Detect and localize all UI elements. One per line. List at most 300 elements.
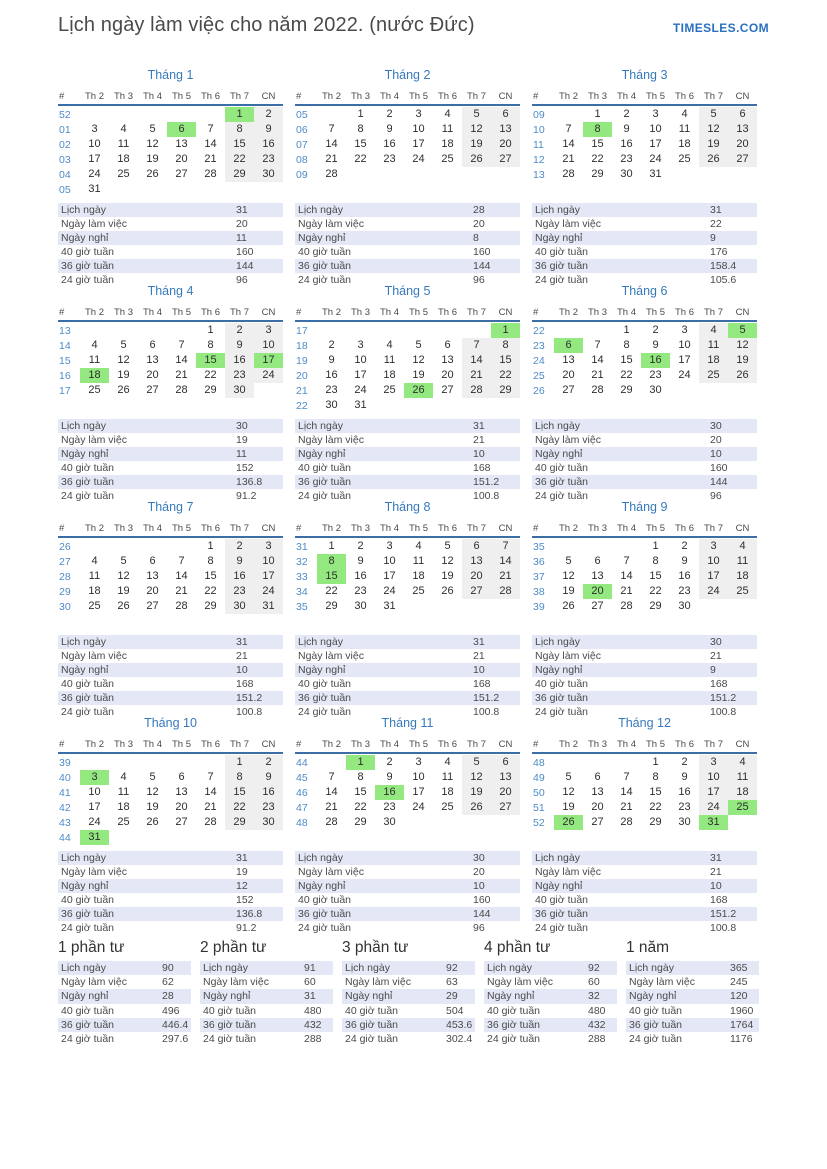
stats-label: Lịch ngày: [298, 204, 343, 216]
weekday-header: CN: [498, 307, 513, 318]
calendar-week-row: [532, 584, 757, 599]
day-cell: [433, 398, 462, 413]
weekday-header: CN: [261, 523, 276, 534]
week-column-header: #: [296, 523, 302, 534]
stats-row: [532, 893, 757, 907]
stats-value: 365: [730, 962, 748, 975]
weekday-header: Th 6: [674, 91, 694, 102]
stats-label: 40 giờ tuần: [203, 1004, 257, 1017]
month-block: [532, 284, 757, 500]
weekday-header: Th 4: [379, 739, 399, 750]
week-number: 09: [296, 168, 308, 181]
stats-value: 152: [236, 894, 254, 906]
stats-value: 30: [710, 636, 722, 648]
day-cell: 25: [441, 153, 454, 165]
day-cell: [699, 167, 728, 182]
month-block: [295, 500, 520, 716]
day-cell: 18: [117, 153, 130, 165]
day-cell: 3: [652, 108, 659, 120]
day-cell: 21: [620, 585, 633, 597]
weekend-day-cell: 8: [225, 770, 254, 785]
summaries-grid: [58, 938, 759, 1046]
day-cell: 24: [412, 153, 425, 165]
day-cell: [462, 167, 491, 182]
stats-label: Lịch ngày: [298, 636, 343, 648]
day-cell: 3: [357, 339, 364, 351]
calendar-week-row: [58, 137, 283, 152]
day-cell: 1: [594, 108, 601, 120]
day-cell: 11: [678, 123, 691, 135]
stats-label: Ngày làm việc: [61, 866, 127, 878]
calendar-week-row: [58, 554, 283, 569]
week-number: 29: [59, 585, 71, 598]
stats-value: 30: [710, 420, 722, 432]
stats-value: 30: [236, 420, 248, 432]
stats-value: 96: [710, 490, 722, 502]
weekend-day-cell: 21: [491, 569, 520, 584]
stats-row: [295, 691, 520, 705]
weekend-day-cell: 6: [728, 107, 757, 122]
day-cell: [404, 599, 433, 614]
stats-label: 40 giờ tuần: [487, 1004, 541, 1017]
month-title: Tháng 6: [621, 284, 668, 298]
stats-value: 20: [236, 218, 248, 230]
weekday-header: Th 5: [171, 91, 191, 102]
day-cell: 4: [444, 756, 451, 768]
stats-label: Lịch ngày: [61, 204, 106, 216]
weekend-day-cell: 29: [225, 167, 254, 182]
day-cell: [491, 599, 520, 614]
stats-value: 63: [446, 976, 458, 989]
day-cell: [138, 755, 167, 770]
stats-row: [58, 649, 283, 663]
stats-row: [295, 419, 520, 433]
stats-label: Ngày nghỉ: [61, 448, 109, 460]
week-number: 45: [296, 771, 308, 784]
week-number: 18: [296, 339, 308, 352]
calendar-week-row: [532, 383, 757, 398]
stats-value: 96: [473, 274, 485, 286]
summary-stats-row: [58, 1032, 191, 1046]
week-column-header: #: [533, 523, 539, 534]
week-number: 41: [59, 786, 71, 799]
day-cell: 20: [175, 801, 188, 813]
weekend-day-cell: 9: [254, 770, 283, 785]
weekend-day-cell: 9: [225, 554, 254, 569]
day-cell: 7: [207, 123, 214, 135]
weekend-day-cell: 23: [225, 368, 254, 383]
stats-label: 36 giờ tuần: [203, 1018, 257, 1031]
week-number: 39: [59, 756, 71, 769]
day-cell: [138, 539, 167, 554]
weekday-header: Th 2: [321, 523, 341, 534]
day-cell: 10: [412, 123, 425, 135]
day-cell: [317, 107, 346, 122]
stats-label: Ngày làm việc: [535, 218, 601, 230]
week-number: 01: [59, 123, 71, 136]
month-block: [295, 68, 520, 284]
day-cell: 22: [620, 369, 633, 381]
day-cell: [583, 539, 612, 554]
weekend-day-cell: 31: [254, 599, 283, 614]
weekday-header: CN: [498, 523, 513, 534]
weekend-day-cell: 30: [225, 599, 254, 614]
day-cell: 7: [328, 123, 335, 135]
month-stats-table: [532, 203, 757, 287]
holiday-day-cell: 1: [225, 107, 254, 122]
calendar-week-row: [532, 353, 757, 368]
timesles-logo[interactable]: TIMESLES.COM: [672, 21, 769, 35]
day-cell: 8: [652, 771, 659, 783]
week-number: 04: [59, 168, 71, 181]
calendar-week-row: [532, 770, 757, 785]
day-cell: 1: [652, 540, 659, 552]
stats-label: Lịch ngày: [535, 636, 580, 648]
stats-row: [532, 245, 757, 259]
day-cell: 17: [354, 369, 367, 381]
week-number: 17: [296, 324, 308, 337]
summary-block: [484, 938, 617, 1046]
stats-value: 30: [473, 852, 485, 864]
holiday-day-cell: 15: [196, 353, 225, 368]
calendar-week-row: [532, 554, 757, 569]
calendar-week-row: [58, 539, 283, 554]
day-cell: 10: [88, 138, 101, 150]
stats-value: 100.8: [236, 706, 263, 718]
weekend-day-cell: 23: [254, 152, 283, 167]
day-cell: [462, 398, 491, 413]
weekday-header: Th 5: [171, 523, 191, 534]
stats-value: 21: [710, 650, 722, 662]
summary-block: [200, 938, 333, 1046]
stats-label: 24 giờ tuần: [61, 706, 115, 718]
day-cell: 28: [204, 168, 217, 180]
stats-label: 36 giờ tuần: [298, 476, 352, 488]
stats-row: [532, 907, 757, 921]
day-cell: 20: [591, 801, 604, 813]
day-cell: [254, 182, 283, 197]
day-cell: 21: [204, 801, 217, 813]
summary-stats-row: [626, 989, 759, 1003]
calendar-week-row: [295, 569, 520, 584]
stats-value: 100.8: [473, 490, 500, 502]
day-cell: 29: [354, 816, 367, 828]
calendar-header-row: [295, 305, 520, 322]
day-cell: 19: [117, 369, 130, 381]
stats-label: 36 giờ tuần: [535, 260, 589, 272]
day-cell: 9: [681, 555, 688, 567]
day-cell: 20: [175, 153, 188, 165]
stats-value: 21: [710, 866, 722, 878]
calendar-week-row: [58, 800, 283, 815]
weekday-header: Th 4: [142, 523, 162, 534]
holiday-day-cell: 26: [554, 815, 583, 830]
stats-label: Lịch ngày: [298, 852, 343, 864]
stats-row: [58, 879, 283, 893]
week-number: 10: [533, 123, 545, 136]
stats-label: 36 giờ tuần: [298, 692, 352, 704]
stats-row: [295, 649, 520, 663]
week-number: 40: [59, 771, 71, 784]
weekend-day-cell: 16: [225, 569, 254, 584]
stats-value: 297.6: [162, 1033, 189, 1046]
stats-row: [532, 259, 757, 273]
day-cell: [346, 167, 375, 182]
stats-row: [58, 419, 283, 433]
day-cell: 10: [383, 555, 396, 567]
stats-label: 36 giờ tuần: [535, 476, 589, 488]
day-cell: [138, 107, 167, 122]
day-cell: [138, 830, 167, 845]
weekend-day-cell: 17: [254, 569, 283, 584]
weekend-day-cell: 14: [491, 554, 520, 569]
day-cell: 28: [325, 168, 338, 180]
day-cell: [80, 107, 109, 122]
weekend-day-cell: 13: [728, 122, 757, 137]
stats-row: [295, 259, 520, 273]
stats-value: 302.4: [446, 1033, 473, 1046]
day-cell: 28: [325, 816, 338, 828]
day-cell: 22: [649, 801, 662, 813]
day-cell: 23: [383, 153, 396, 165]
day-cell: 14: [325, 786, 338, 798]
stats-label: 24 giờ tuần: [487, 1033, 541, 1046]
stats-label: 24 giờ tuần: [535, 274, 589, 286]
day-cell: 8: [207, 339, 214, 351]
calendar-weeks: [58, 107, 283, 197]
weekend-day-cell: 22: [225, 800, 254, 815]
stats-label: 40 giờ tuần: [629, 1004, 683, 1017]
stats-value: 21: [473, 434, 485, 446]
summary-title: 1 năm: [626, 939, 670, 956]
weekday-header: Th 2: [84, 307, 104, 318]
summary-stats-row: [58, 961, 191, 975]
day-cell: 5: [565, 771, 572, 783]
stats-value: 168: [473, 678, 491, 690]
summary-title: 3 phần tư: [342, 939, 409, 956]
day-cell: 6: [594, 555, 601, 567]
calendar-week-row: [532, 800, 757, 815]
calendar-week-row: [295, 398, 520, 413]
day-cell: 12: [146, 138, 159, 150]
day-cell: 21: [204, 153, 217, 165]
stats-label: Ngày làm việc: [298, 434, 364, 446]
weekend-day-cell: 16: [254, 785, 283, 800]
stats-row: [58, 663, 283, 677]
day-cell: 18: [88, 585, 101, 597]
week-number: 44: [59, 831, 71, 844]
stats-value: 144: [473, 908, 491, 920]
day-cell: 10: [354, 354, 367, 366]
summary-stats-row: [58, 975, 191, 989]
week-number: 23: [533, 339, 545, 352]
day-cell: [554, 755, 583, 770]
weekend-day-cell: 27: [462, 584, 491, 599]
stats-row: [295, 461, 520, 475]
month-block: [532, 68, 757, 284]
day-cell: 29: [591, 168, 604, 180]
weekday-header: Th 2: [84, 739, 104, 750]
day-cell: 14: [325, 138, 338, 150]
day-cell: 7: [565, 123, 572, 135]
day-cell: [728, 599, 757, 614]
calendar-header-row: [58, 89, 283, 106]
day-cell: [109, 323, 138, 338]
month-block: [58, 68, 283, 284]
stats-value: 10: [473, 664, 485, 676]
stats-label: 24 giờ tuần: [535, 922, 589, 934]
day-cell: 15: [354, 138, 367, 150]
day-cell: 7: [623, 771, 630, 783]
stats-value: 12: [236, 880, 248, 892]
summary-stats-row: [342, 961, 475, 975]
calendar-header-row: [532, 737, 757, 754]
stats-row: [58, 691, 283, 705]
day-cell: 15: [204, 570, 217, 582]
weekday-header: Th 6: [200, 523, 220, 534]
stats-value: 136.8: [236, 476, 263, 488]
stats-row: [58, 217, 283, 231]
day-cell: 1: [207, 540, 214, 552]
summary-title: 4 phần tư: [484, 939, 551, 956]
stats-label: 40 giờ tuần: [61, 678, 115, 690]
weekday-header: Th 6: [437, 307, 457, 318]
day-cell: 8: [207, 555, 214, 567]
holiday-day-cell: 1: [346, 755, 375, 770]
weekend-day-cell: 24: [254, 368, 283, 383]
weekday-header: Th 2: [321, 91, 341, 102]
day-cell: 9: [328, 354, 335, 366]
day-cell: 25: [117, 168, 130, 180]
stats-value: 105.6: [710, 274, 737, 286]
week-number: 43: [59, 816, 71, 829]
day-cell: 4: [681, 108, 688, 120]
stats-value: 151.2: [236, 692, 263, 704]
stats-row: [532, 663, 757, 677]
week-number: 06: [296, 123, 308, 136]
weekday-header: Th 7: [466, 523, 486, 534]
calendar-week-row: [532, 152, 757, 167]
weekday-header: Th 5: [408, 307, 428, 318]
summary-stats-row: [200, 1004, 333, 1018]
day-cell: 17: [88, 801, 101, 813]
day-cell: 7: [594, 339, 601, 351]
stats-value: 168: [236, 678, 254, 690]
weekend-day-cell: 4: [728, 755, 757, 770]
summary-stats-row: [342, 1018, 475, 1032]
stats-row: [58, 245, 283, 259]
day-cell: 26: [562, 600, 575, 612]
weekend-day-cell: 11: [728, 770, 757, 785]
weekday-header: Th 6: [200, 307, 220, 318]
stats-value: 168: [710, 894, 728, 906]
stats-value: 10: [236, 664, 248, 676]
weekend-day-cell: 20: [491, 785, 520, 800]
week-number: 28: [59, 570, 71, 583]
stats-value: 100.8: [710, 706, 737, 718]
week-number: 13: [533, 168, 545, 181]
week-number: 49: [533, 771, 545, 784]
weekday-header: Th 3: [113, 307, 133, 318]
weekend-day-cell: 18: [728, 785, 757, 800]
day-cell: [196, 830, 225, 845]
weekday-header: Th 7: [229, 91, 249, 102]
stats-label: Ngày làm việc: [61, 434, 127, 446]
calendar-week-row: [532, 338, 757, 353]
weekend-day-cell: 2: [225, 539, 254, 554]
weekday-header: Th 2: [84, 523, 104, 534]
week-number: 52: [59, 108, 71, 121]
day-cell: 5: [120, 339, 127, 351]
weekday-header: Th 7: [703, 523, 723, 534]
day-cell: 17: [412, 138, 425, 150]
day-cell: 9: [623, 123, 630, 135]
holiday-day-cell: 16: [641, 353, 670, 368]
month-block: [295, 284, 520, 500]
weekday-header: CN: [735, 523, 750, 534]
calendar-week-row: [532, 137, 757, 152]
weekday-header: CN: [735, 307, 750, 318]
stats-row: [295, 865, 520, 879]
stats-row: [532, 217, 757, 231]
day-cell: 4: [444, 108, 451, 120]
calendar-week-row: [295, 554, 520, 569]
day-cell: [317, 323, 346, 338]
day-cell: 27: [175, 168, 188, 180]
day-cell: 30: [678, 816, 691, 828]
day-cell: [699, 383, 728, 398]
week-number: 26: [533, 384, 545, 397]
weekday-header: Th 2: [321, 307, 341, 318]
weekday-header: Th 4: [142, 739, 162, 750]
stats-label: 24 giờ tuần: [61, 922, 115, 934]
stats-value: 160: [236, 246, 254, 258]
week-number: 26: [59, 540, 71, 553]
calendar-header-row: [532, 89, 757, 106]
weekday-header: Th 5: [645, 91, 665, 102]
week-number: 05: [59, 183, 71, 196]
calendar-week-row: [295, 107, 520, 122]
day-cell: 6: [178, 771, 185, 783]
weekend-day-cell: 10: [254, 338, 283, 353]
day-cell: 24: [383, 585, 396, 597]
stats-label: Lịch ngày: [61, 420, 106, 432]
calendar-week-row: [295, 785, 520, 800]
week-number: 19: [296, 354, 308, 367]
stats-label: Ngày làm việc: [345, 976, 411, 989]
stats-value: 31: [710, 852, 722, 864]
weekday-header: Th 5: [171, 307, 191, 318]
day-cell: 17: [88, 153, 101, 165]
day-cell: 15: [649, 570, 662, 582]
day-cell: 29: [204, 384, 217, 396]
weekend-day-cell: 24: [254, 584, 283, 599]
month-title: Tháng 10: [144, 716, 197, 730]
stats-label: 24 giờ tuần: [298, 922, 352, 934]
stats-label: Ngày làm việc: [629, 976, 695, 989]
stats-value: 120: [730, 990, 748, 1003]
calendar-week-row: [58, 182, 283, 197]
day-cell: 2: [681, 756, 688, 768]
day-cell: [612, 755, 641, 770]
day-cell: 2: [386, 756, 393, 768]
weekend-day-cell: 16: [254, 137, 283, 152]
weekend-day-cell: 30: [225, 383, 254, 398]
stats-value: 288: [304, 1033, 322, 1046]
calendar-header-row: [295, 521, 520, 538]
day-cell: 20: [146, 369, 159, 381]
stats-label: Ngày làm việc: [298, 218, 364, 230]
